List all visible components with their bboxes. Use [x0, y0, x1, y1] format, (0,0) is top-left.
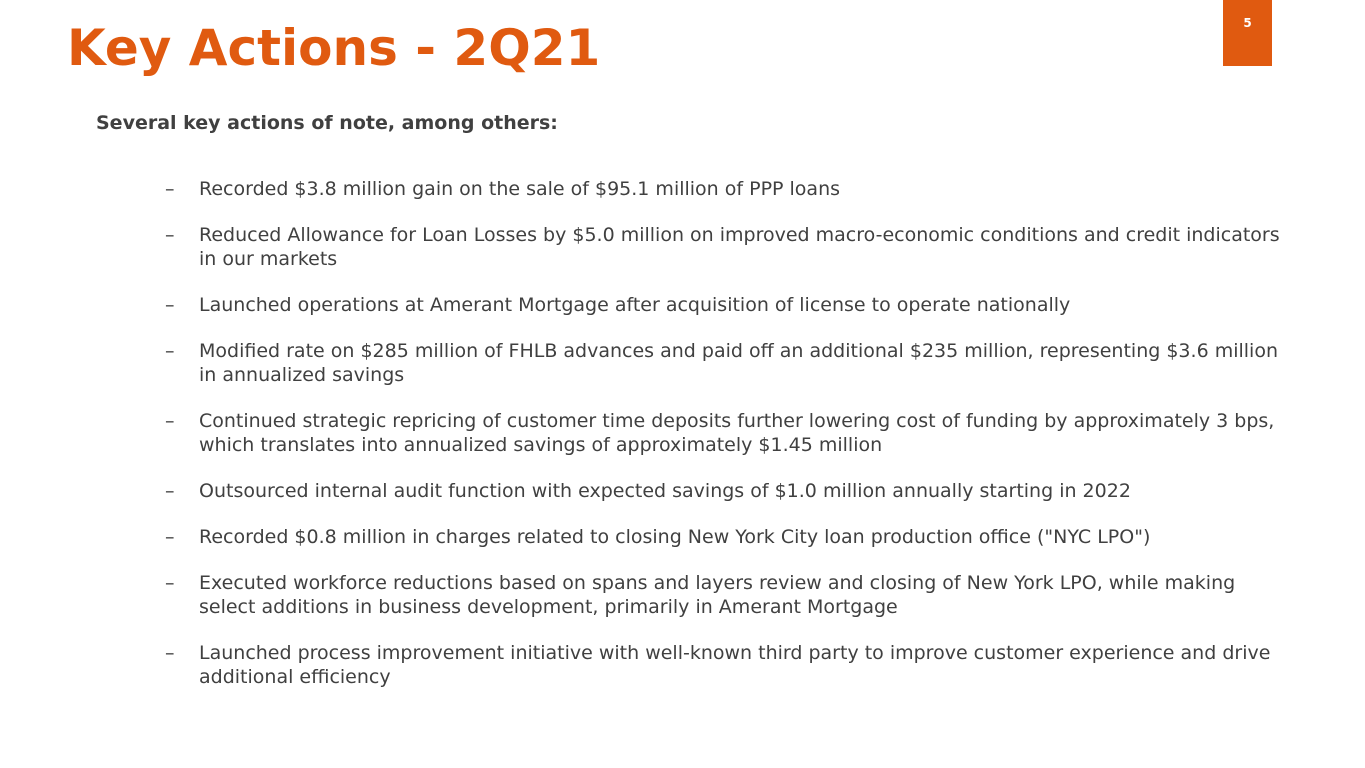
- bullet-text: Continued strategic repricing of customer time deposits further lowering cost of funding by approximately 3 bps, which translates into annualized savings of approximately $1.45 million: [199, 410, 1275, 456]
- bullet-text: Executed workforce reductions based on spans and layers review and closing of New York LPO, while making select additions in business development, primarily in Amerant Mortgage: [199, 572, 1236, 618]
- list-item: [165, 293, 1295, 317]
- list-item: [165, 339, 1295, 387]
- bullet-dash: –: [165, 526, 175, 548]
- bullet-text: Outsourced internal audit function with expected savings of $1.0 million annually starting in 2022: [199, 480, 1131, 502]
- bullet-dash: –: [165, 572, 175, 594]
- bullet-text: Launched operations at Amerant Mortgage after acquisition of license to operate nationally: [199, 294, 1071, 316]
- list-item: [165, 525, 1295, 549]
- bullet-dash: –: [165, 294, 175, 316]
- slide-subtitle: Several key actions of note, among others:: [96, 112, 558, 134]
- bullet-text: Modified rate on $285 million of FHLB advances and paid off an additional $235 million, representing $3.6 million in annualized savings: [199, 340, 1278, 386]
- bullet-text: Recorded $3.8 million gain on the sale of $95.1 million of PPP loans: [199, 178, 841, 200]
- bullet-dash: –: [165, 178, 175, 200]
- bullet-list: [165, 177, 1295, 711]
- page-number-badge: 5: [1223, 0, 1272, 66]
- bullet-dash: –: [165, 224, 175, 246]
- bullet-dash: –: [165, 340, 175, 362]
- bullet-dash: –: [165, 642, 175, 664]
- bullet-text: Launched process improvement initiative with well-known third party to improve customer experience and drive additional efficiency: [199, 642, 1271, 688]
- list-item: [165, 177, 1295, 201]
- list-item: [165, 571, 1295, 619]
- page-title: Key Actions - 2Q21: [67, 19, 601, 77]
- bullet-text: Reduced Allowance for Loan Losses by $5.0 million on improved macro-economic conditions and credit indicators in our markets: [199, 224, 1280, 270]
- bullet-text: Recorded $0.8 million in charges related to closing New York City loan production office ("NYC LPO"): [199, 526, 1151, 548]
- list-item: [165, 479, 1295, 503]
- bullet-dash: –: [165, 480, 175, 502]
- bullet-dash: –: [165, 410, 175, 432]
- list-item: [165, 223, 1295, 271]
- list-item: [165, 409, 1295, 457]
- list-item: [165, 641, 1295, 689]
